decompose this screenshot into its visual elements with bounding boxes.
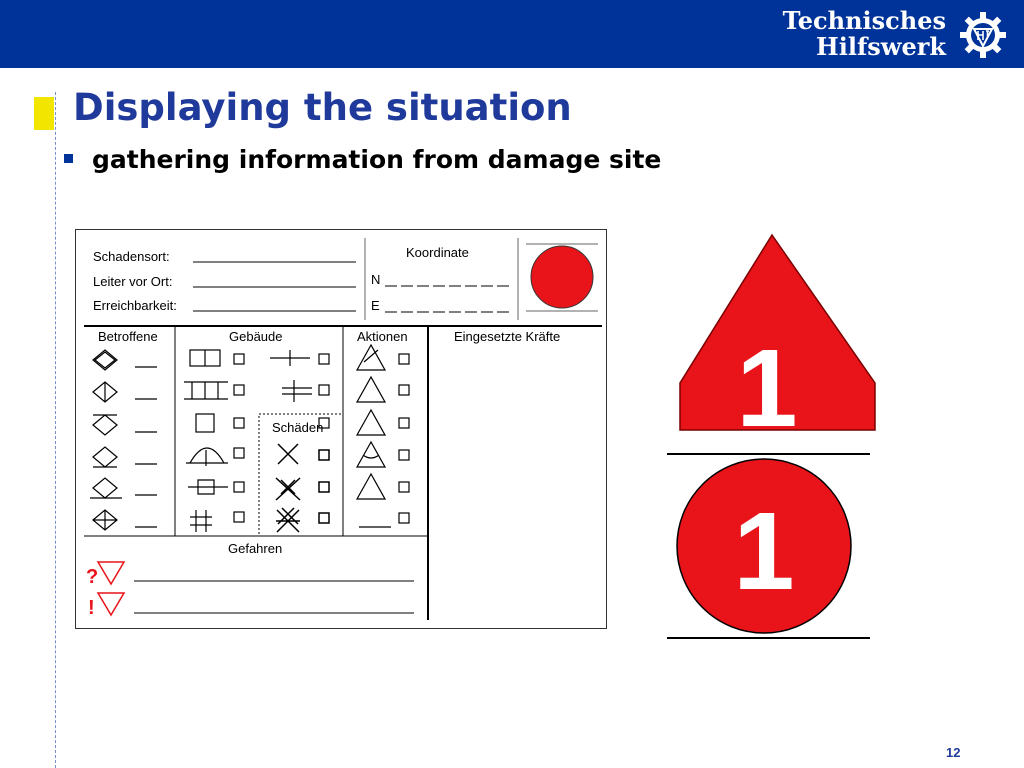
damage-report-form <box>75 229 607 629</box>
damage-symbols <box>276 444 329 532</box>
page-number: 12 <box>946 745 961 760</box>
title-accent-block <box>34 97 54 130</box>
form-coord-e-label: E <box>371 298 380 313</box>
left-guide-line <box>55 92 56 768</box>
form-hazards-label: Gefahren <box>228 541 283 556</box>
triangle-number: 1 <box>736 327 798 450</box>
form-field-location: Schadensort: <box>93 249 170 264</box>
form-col-buildings: Gebäude <box>229 329 283 344</box>
form-col-actions: Aktionen <box>357 329 408 344</box>
thw-logo-text <box>783 8 946 60</box>
form-unit-circle-icon <box>531 246 593 308</box>
thw-gear-emblem-icon <box>958 10 1008 60</box>
form-hazard-exclaim: ! <box>88 597 95 619</box>
form-field-reachability: Erreichbarkeit: <box>93 298 177 313</box>
form-col-affected: Betroffene <box>98 329 158 344</box>
form-coord-n-label: N <box>371 272 381 287</box>
affected-symbols <box>90 350 157 530</box>
slide-title: Displaying the situation <box>73 86 572 129</box>
logo-line-2: Hilfswerk <box>816 32 946 61</box>
header-bar <box>0 0 1024 68</box>
building-symbols <box>184 350 329 532</box>
tactical-signs <box>660 230 880 645</box>
form-field-leader: Leiter vor Ort: <box>93 274 173 289</box>
circle-number: 1 <box>733 490 795 613</box>
form-col-forces: Eingesetzte Kräfte <box>454 329 561 344</box>
form-damages-label: Schäden <box>272 420 324 435</box>
form-coordinates-title: Koordinate <box>406 245 469 260</box>
hazard-triangle-icon <box>98 562 124 584</box>
form-hazard-question: ? <box>86 566 99 588</box>
bullet-square-icon <box>64 154 73 163</box>
logo-line-1: Technisches <box>782 6 946 35</box>
bullet-text: gathering information from damage site <box>92 145 662 174</box>
action-symbols <box>357 345 409 527</box>
hazard-triangle-icon <box>98 593 124 615</box>
